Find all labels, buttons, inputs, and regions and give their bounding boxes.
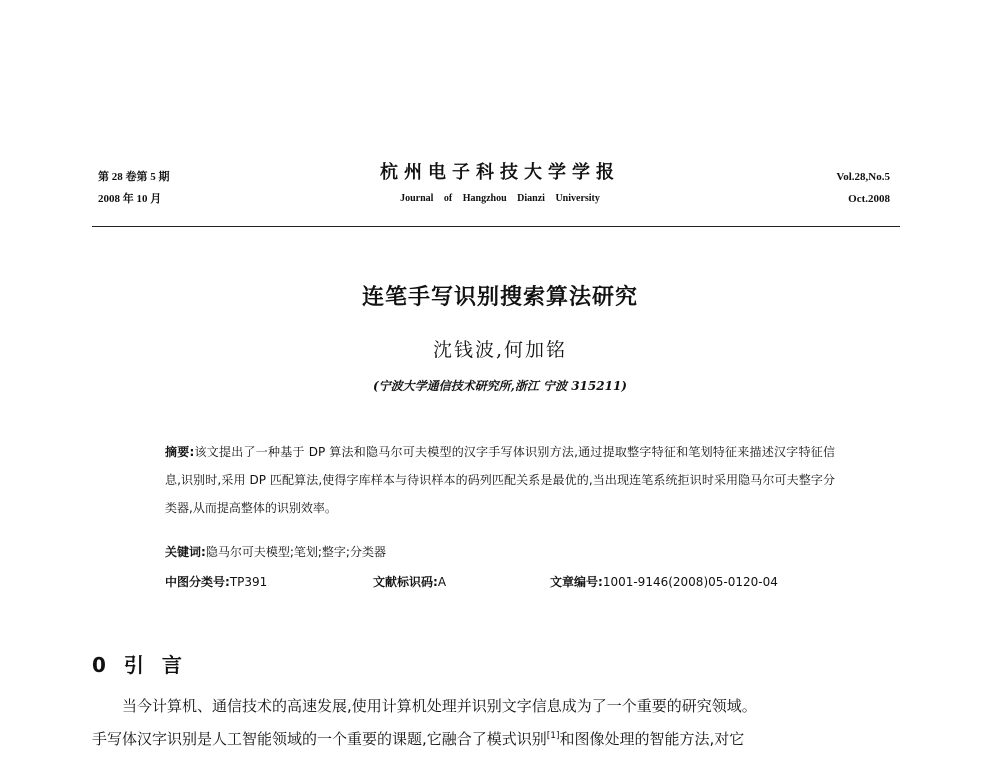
header-rule: [92, 226, 900, 227]
citation-ref: [1]: [546, 731, 560, 741]
body-line-2: [92, 723, 906, 756]
abstract-label: 摘要:: [165, 445, 195, 459]
date-cn: 2008 年 10 月: [98, 193, 162, 205]
keywords-text: 隐马尔可夫模型;笔划;整字;分类器: [205, 545, 386, 559]
keywords: [165, 542, 386, 562]
paper-affiliation: (宁波大学通信技术研究所,浙江 宁波 315211): [373, 379, 627, 393]
body-line-2-start: 手写体汉字识别是人工智能领域的一个重要的课题,它融合了模式识别: [92, 730, 547, 748]
body-line-2-end: 和图像处理的智能方法,对它: [559, 730, 745, 748]
journal-issue-en: [836, 166, 890, 210]
section-body: [92, 690, 906, 756]
classification-row: [165, 572, 845, 592]
paper-authors: 沈钱波,何加铭: [432, 339, 568, 361]
date-en: Oct.2008: [848, 193, 890, 205]
clc-number: [165, 572, 267, 592]
clc-label: 中图分类号:: [165, 575, 230, 589]
abstract-text: 该文提出了一种基于 DP 算法和隐马尔可夫模型的汉字手写体识别方法,通过提取整字特征和笔划特征来描述汉字特征信息,识别时,采用 DP 匹配算法,使得字库样本与待识样本的码列匹配关系是最优的,当出现连笔系统拒识时采用隐马尔可夫整字分类器,从而提高整体的识别效率。: [165, 445, 835, 515]
doc-label: 文献标识码:: [373, 575, 438, 589]
article-label: 文章编号:: [550, 575, 603, 589]
volume-en: Vol.28,No.5: [836, 171, 890, 183]
journal-name-cn: 杭州电子科技大学学报: [380, 162, 620, 183]
volume-cn: 第 28 卷第 5 期: [98, 171, 170, 183]
document-code: [373, 572, 446, 592]
keywords-label: 关键词:: [165, 545, 206, 559]
section-heading: [92, 650, 200, 680]
article-value: 1001-9146(2008)05-0120-04: [602, 575, 778, 589]
clc-value: TP391: [229, 575, 268, 589]
body-line-1: 当今计算机、通信技术的高速发展,使用计算机处理并识别文字信息成为了一个重要的研究领域。: [122, 697, 757, 715]
article-number: [550, 572, 778, 592]
section-number: 0: [92, 653, 106, 677]
abstract: [165, 438, 835, 522]
journal-name-en: Journal of Hangzhou Dianzi University: [400, 193, 600, 204]
section-title: 引言: [123, 653, 200, 677]
paper-title: 连笔手写识别搜索算法研究: [361, 285, 638, 310]
doc-value: A: [437, 575, 447, 589]
